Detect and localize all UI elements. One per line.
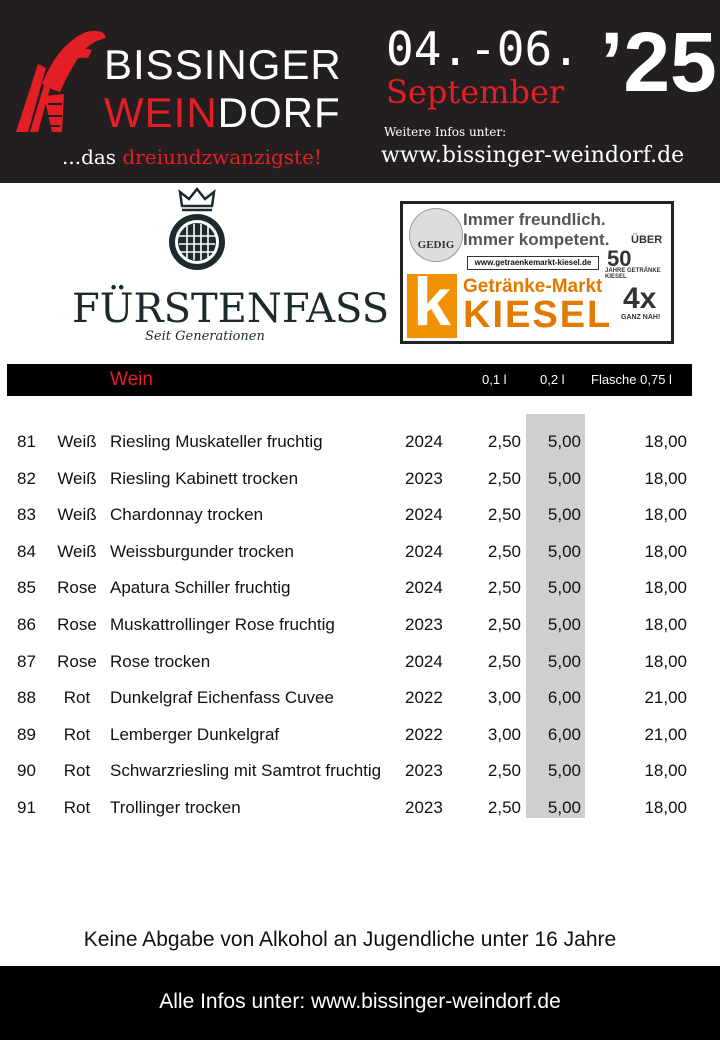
kiesel-50-badge: 50: [607, 246, 632, 271]
price-0-2-l: 5,00: [547, 468, 581, 488]
table-row: [0, 467, 720, 503]
price-flasche: 18,00: [644, 468, 687, 488]
wine-number: 84: [17, 541, 36, 561]
wine-type: Rose: [57, 615, 97, 634]
price-flasche: 18,00: [644, 651, 687, 671]
wine-year: 2023: [405, 798, 443, 817]
wine-year: 2024: [405, 505, 443, 525]
tagline-prefix: ...das: [62, 145, 123, 169]
price-flasche: 18,00: [644, 541, 687, 561]
wine-year: 2022: [405, 724, 443, 744]
price-0-1-l: 2,50: [487, 432, 521, 451]
price-flasche: 21,00: [644, 724, 687, 744]
wine-type: Rose: [57, 651, 97, 671]
tagline: [62, 145, 322, 169]
table-row: [0, 430, 720, 466]
wine-type: Rose: [57, 578, 97, 598]
event-year: ’25: [600, 15, 717, 109]
price-0-2-l: 5,00: [547, 541, 581, 561]
wine-name: Rose trocken: [110, 651, 211, 671]
price-flasche: 18,00: [644, 615, 687, 634]
table-row: [0, 759, 720, 795]
price-0-1-l: 3,00: [487, 724, 521, 744]
event-header: [0, 0, 720, 183]
table-row: [0, 503, 720, 539]
wine-type: Weiß: [57, 432, 97, 451]
wine-year: 2023: [405, 761, 443, 781]
header-0-2-l: 0,2 l: [540, 372, 565, 387]
price-0-1-l: 2,50: [487, 505, 521, 525]
age-notice: Keine Abgabe von Alkohol an Jugendliche unter 16 Jahre: [83, 928, 617, 951]
wine-number: 81: [17, 432, 36, 451]
price-0-1-l: 2,50: [487, 798, 521, 817]
price-0-2-l: 5,00: [547, 432, 581, 451]
price-flasche: 18,00: [644, 578, 687, 598]
header-wein: Wein: [110, 369, 153, 390]
infos-url: www.bissinger-weindorf.de: [381, 143, 685, 168]
infos-label: Weitere Infos unter:: [384, 125, 507, 139]
wine-name: Riesling Muskateller fruchtig: [110, 432, 323, 451]
price-0-2-l: 5,00: [547, 761, 581, 781]
wine-name: Muskattrollinger Rose fruchtig: [110, 615, 335, 634]
kiesel-ueber: ÜBER: [631, 234, 663, 246]
header-0-1-l: 0,1 l: [482, 372, 507, 387]
price-0-1-l: 2,50: [487, 761, 521, 781]
price-0-1-l: 3,00: [487, 688, 521, 708]
wine-number: 83: [17, 505, 36, 525]
wine-name: Schwarzriesling mit Samtrot fruchtig: [110, 761, 382, 781]
fuerstenfass-name: FÜRSTENFASS: [72, 286, 390, 332]
wine-name: Dunkelgraf Eichenfass Cuvee: [110, 688, 334, 708]
brand-dorf: DORF: [217, 89, 341, 136]
price-flasche: 18,00: [644, 505, 687, 525]
table-row: [0, 540, 720, 576]
wine-name: Lemberger Dunkelgraf: [110, 724, 280, 744]
event-dates: 04.-06.: [386, 22, 580, 76]
price-0-2-l: 6,00: [547, 724, 581, 744]
wine-type: Weiß: [57, 541, 97, 561]
price-0-1-l: 2,50: [487, 541, 521, 561]
wine-number: 91: [17, 798, 36, 817]
table-row: [0, 796, 720, 832]
price-0-2-l: 6,00: [547, 688, 581, 708]
wine-year: 2023: [405, 468, 443, 488]
table-row: [0, 613, 720, 649]
price-0-1-l: 2,50: [487, 615, 521, 634]
wine-number: 88: [17, 688, 36, 708]
kiesel-ad: [400, 201, 674, 344]
table-row: [0, 686, 720, 722]
wine-number: 82: [17, 468, 36, 488]
wine-name: Trollinger trocken: [110, 798, 241, 817]
wine-name: Riesling Kabinett trocken: [110, 468, 299, 488]
price-flasche: 18,00: [644, 761, 687, 781]
kiesel-slogan-1: Immer freundlich.: [463, 210, 606, 229]
wine-year: 2024: [405, 432, 443, 451]
price-0-2-l: 5,00: [547, 578, 581, 598]
wine-name: Chardonnay trocken: [110, 505, 264, 525]
header-flasche: Flasche 0,75 l: [591, 372, 672, 387]
wine-type: Rot: [63, 798, 91, 817]
crowned-barrel-icon: [166, 186, 228, 276]
price-0-2-l: 5,00: [547, 615, 581, 634]
price-flasche: 18,00: [644, 798, 687, 817]
price-flasche: 18,00: [644, 432, 687, 451]
wine-year: 2023: [405, 615, 443, 634]
wine-number: 89: [17, 724, 36, 744]
wine-year: 2024: [405, 541, 443, 561]
price-flasche: 21,00: [644, 688, 687, 708]
footer-text: Alle Infos unter: www.bissinger-weindorf.de: [159, 990, 561, 1013]
wine-name: Weissburgunder trocken: [110, 541, 294, 561]
footer: [0, 966, 720, 1040]
brand-line-1: BISSINGER: [104, 41, 342, 88]
wine-year: 2024: [405, 651, 443, 671]
wine-number: 86: [17, 615, 36, 634]
table-row: [0, 723, 720, 759]
event-month: September: [386, 73, 565, 111]
wine-type: Rot: [63, 724, 91, 744]
wine-number: 90: [17, 761, 36, 781]
wine-type: Weiß: [57, 468, 97, 488]
price-0-1-l: 2,50: [487, 651, 521, 671]
wine-harvester-logo-icon: [8, 24, 108, 136]
price-0-2-l: 5,00: [547, 798, 581, 817]
kiesel-4x: 4x: [623, 282, 657, 315]
price-0-1-l: 2,50: [487, 468, 521, 488]
wine-year: 2022: [405, 688, 443, 708]
kiesel-k-letter: k: [413, 264, 451, 340]
fuerstenfass-logo: [60, 186, 390, 358]
kiesel-url: www.getraenkemarkt-kiesel.de: [467, 256, 599, 270]
wine-number: 85: [17, 578, 36, 598]
kiesel-ganz-nah: GANZ NAH!: [621, 314, 661, 321]
fuerstenfass-subtitle: Seit Generationen: [145, 329, 265, 344]
wine-type: Weiß: [57, 505, 97, 525]
wine-year: 2024: [405, 578, 443, 598]
wine-type: Rot: [63, 761, 91, 781]
wine-number: 87: [17, 651, 36, 671]
wine-type: Rot: [63, 688, 91, 708]
wine-name: Apatura Schiller fruchtig: [110, 578, 291, 598]
wine-table-header: [7, 364, 692, 396]
kiesel-name: KIESEL: [463, 294, 613, 336]
tagline-highlight: dreiundzwanzigste!: [122, 145, 322, 169]
price-0-2-l: 5,00: [547, 505, 581, 525]
table-row: [0, 576, 720, 612]
table-row: [0, 650, 720, 686]
price-0-2-l: 5,00: [547, 651, 581, 671]
brand-line-2: [104, 89, 341, 136]
brand-wein: WEIN: [104, 89, 218, 136]
kiesel-k-logo: [407, 264, 457, 340]
price-0-1-l: 2,50: [487, 578, 521, 598]
kiesel-getraenkemarkt: Getränke-Markt: [463, 276, 603, 297]
gedig-logo: GEDIG: [409, 208, 463, 262]
kiesel-50-subtitle: JAHRE GETRÄNKE KIESEL: [605, 268, 661, 280]
kiesel-slogan-2: Immer kompetent.: [463, 230, 610, 249]
